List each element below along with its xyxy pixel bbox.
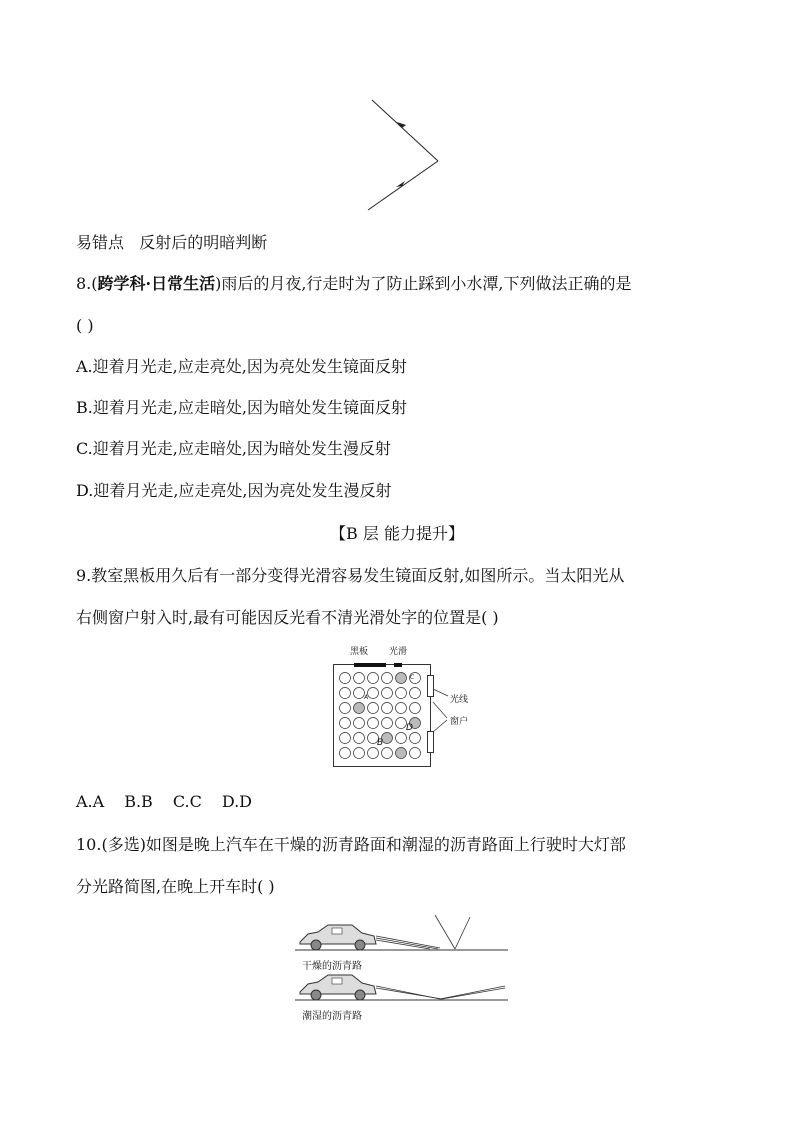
desk-seat bbox=[382, 688, 393, 699]
car-icon-wet bbox=[300, 975, 376, 1000]
wet-road-caption: 潮湿的沥青路 bbox=[302, 1011, 362, 1022]
q8-option-b: B.迎着月光走,应走暗处,因为暗处发生镜面反射 bbox=[76, 398, 408, 417]
desk-seat bbox=[396, 688, 407, 699]
desk-seat bbox=[354, 688, 365, 699]
desk-seat bbox=[354, 703, 365, 714]
desk-seat bbox=[340, 703, 351, 714]
desk-seat bbox=[382, 673, 393, 684]
desk-grid bbox=[320, 644, 480, 769]
q8-option-c: C.迎着月光走,应走暗处,因为暗处发生漫反射 bbox=[76, 439, 391, 458]
desk-seat bbox=[340, 748, 351, 759]
error-point-title: 反射后的明暗判断 bbox=[139, 233, 268, 252]
desk-seat bbox=[340, 688, 351, 699]
q10-stem-line1: 10.(多选)如图是晚上汽车在干燥的沥青路面和潮湿的沥青路面上行驶时大灯部 bbox=[76, 835, 626, 854]
desk-seat bbox=[396, 673, 407, 684]
smooth-label: 光滑 bbox=[389, 647, 408, 657]
q8-number: 8.( bbox=[76, 274, 98, 293]
classroom-figure bbox=[320, 644, 480, 769]
error-point-heading bbox=[76, 232, 267, 254]
reflection-diagram bbox=[360, 95, 450, 215]
desk-seat bbox=[396, 718, 407, 729]
desk-seat bbox=[368, 748, 379, 759]
section-b-heading: 【B 层 能力提升】 bbox=[330, 524, 464, 543]
q9-option-d: D.D bbox=[221, 792, 252, 811]
blackboard-label: 黑板 bbox=[350, 647, 369, 657]
desk-seat bbox=[382, 703, 393, 714]
desk-seat bbox=[340, 673, 351, 684]
desk-seat bbox=[354, 673, 365, 684]
desk-seat bbox=[410, 733, 421, 744]
window-label: 窗户 bbox=[450, 717, 469, 727]
desk-seat bbox=[382, 748, 393, 759]
error-point-label: 易错点 bbox=[76, 233, 125, 252]
light-label: 光线 bbox=[450, 695, 469, 705]
q9-stem-line1: 9.教室黑板用久后有一部分变得光滑容易发生镜面反射,如图所示。当太阳光从 bbox=[76, 566, 625, 585]
dry-road-caption: 干燥的沥青路 bbox=[302, 961, 362, 972]
desk-seat bbox=[396, 748, 407, 759]
position-a-label: A bbox=[364, 694, 369, 701]
q9-option-c: C.C bbox=[172, 792, 202, 811]
desk-seat bbox=[354, 718, 365, 729]
desk-seat bbox=[410, 703, 421, 714]
q8-tag: 跨学科·日常生活 bbox=[97, 274, 216, 293]
desk-seat bbox=[354, 748, 365, 759]
q9-stem-line2: 右侧窗户射入时,最有可能因反光看不清光滑处字的位置是( ) bbox=[76, 608, 499, 627]
q9-option-b: B.B bbox=[124, 792, 153, 811]
q8-option-a: A.迎着月光走,应走亮处,因为亮处发生镜面反射 bbox=[76, 357, 407, 376]
desk-seat bbox=[410, 748, 421, 759]
desk-seat bbox=[340, 718, 351, 729]
q8-stem bbox=[76, 273, 632, 295]
desk-seat bbox=[354, 733, 365, 744]
q9-options bbox=[76, 791, 272, 813]
q9-option-a: A.A bbox=[76, 792, 105, 811]
q10-stem-line2: 分光路简图,在晚上开车时( ) bbox=[76, 877, 275, 896]
position-b-label: B bbox=[377, 738, 384, 748]
car-icon-dry bbox=[300, 925, 376, 950]
q8-stem-text: )雨后的月夜,行走时为了防止踩到小水潭,下列做法正确的是 bbox=[215, 274, 632, 293]
position-d-label: D bbox=[406, 723, 413, 733]
car-headlight-figure bbox=[290, 912, 520, 1022]
q8-option-d: D.迎着月光走,应走亮处,因为亮处发生漫反射 bbox=[76, 481, 392, 500]
desk-seat bbox=[368, 688, 379, 699]
desk-seat bbox=[368, 718, 379, 729]
desk-seat bbox=[396, 733, 407, 744]
desk-seat bbox=[382, 718, 393, 729]
q8-answer-blank: ( ) bbox=[76, 316, 94, 335]
desk-seat bbox=[368, 673, 379, 684]
position-c-label: C bbox=[410, 674, 415, 681]
desk-seat bbox=[396, 703, 407, 714]
desk-seat bbox=[368, 703, 379, 714]
desk-seat bbox=[410, 688, 421, 699]
desk-seat bbox=[340, 733, 351, 744]
